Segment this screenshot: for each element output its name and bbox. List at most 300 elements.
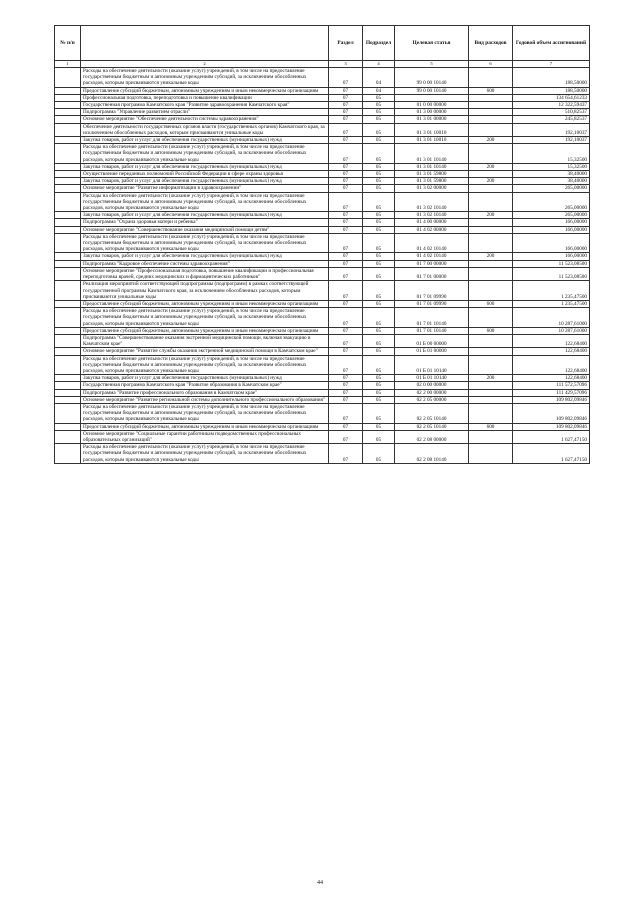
row-amount-cell: 12 322,59437 [513, 102, 590, 109]
row-razdel-cell: 07 [329, 178, 363, 185]
row-vid-cell: 200 [469, 253, 513, 260]
row-amount-cell: 38,40000 [513, 178, 590, 185]
row-name-cell: Основное мероприятие "Обеспечение деятельности системы здравоохранения" [81, 116, 329, 123]
table-row [55, 178, 590, 185]
row-vid-cell: 600 [469, 423, 513, 430]
row-target-cell: 02 2 00 00000 [395, 389, 469, 396]
table-row [55, 334, 590, 347]
row-amount-cell: 111 429,57096 [513, 389, 590, 396]
row-target-cell: 02 2 05 10140 [395, 423, 469, 430]
header-razdel: Раздел [329, 26, 363, 61]
row-vid-cell [469, 123, 513, 136]
row-num-cell [55, 375, 81, 382]
row-target-cell: 01 3 00 00000 [395, 109, 469, 116]
row-razdel-cell: 07 [329, 192, 363, 212]
row-podrazdel-cell: 05 [363, 423, 395, 430]
row-podrazdel-cell: 05 [363, 94, 395, 101]
row-podrazdel-cell: 05 [363, 219, 395, 226]
table-row [55, 375, 590, 382]
row-razdel-cell: 07 [329, 163, 363, 170]
row-num-cell [55, 300, 81, 307]
row-num-cell [55, 267, 81, 280]
column-number: 4 [363, 61, 395, 68]
row-vid-cell [469, 68, 513, 88]
row-vid-cell [469, 260, 513, 267]
row-razdel-cell: 07 [329, 423, 363, 430]
row-target-cell: 01 7 01 00000 [395, 267, 469, 280]
row-razdel-cell: 07 [329, 334, 363, 347]
row-target-cell: 02 2 05 00000 [395, 396, 469, 403]
row-num-cell [55, 226, 81, 233]
table-row [55, 94, 590, 101]
row-podrazdel-cell: 05 [363, 281, 395, 301]
row-vid-cell [469, 281, 513, 301]
row-amount-cell: 188,50000 [513, 68, 590, 88]
table-row [55, 403, 590, 423]
row-num-cell [55, 308, 81, 328]
row-name-cell: Предоставление субсидий бюджетным, автономным учреждениям и иным некоммерческим организациям [81, 300, 329, 307]
page-number: 44 [317, 880, 323, 886]
row-amount-cell: 15,32500 [513, 144, 590, 164]
row-razdel-cell: 07 [329, 444, 363, 464]
row-target-cell: 01 3 01 10140 [395, 163, 469, 170]
row-razdel-cell: 07 [329, 226, 363, 233]
row-name-cell: Расходы на обеспечение деятельности (оказание услуг) учреждений, в том числе на предоставление государственным бюджетным и автономным учреждениям субсидий, за исключением обособленных расходов, которым присваиваются уникальные коды [81, 144, 329, 164]
row-num-cell [55, 389, 81, 396]
row-razdel-cell: 07 [329, 109, 363, 116]
row-razdel-cell: 07 [329, 185, 363, 192]
row-amount-cell: 510,82537 [513, 109, 590, 116]
table-row [55, 281, 590, 301]
row-num-cell [55, 423, 81, 430]
row-num-cell [55, 260, 81, 267]
row-vid-cell: 200 [469, 163, 513, 170]
row-vid-cell [469, 444, 513, 464]
row-razdel-cell: 07 [329, 267, 363, 280]
table-row [55, 87, 590, 94]
row-razdel-cell: 07 [329, 308, 363, 328]
row-vid-cell [469, 233, 513, 253]
row-amount-cell: 192,10037 [513, 137, 590, 144]
row-razdel-cell: 07 [329, 430, 363, 443]
row-vid-cell [469, 403, 513, 423]
table-row [55, 226, 590, 233]
row-num-cell [55, 219, 81, 226]
row-num-cell [55, 116, 81, 123]
row-podrazdel-cell: 05 [363, 403, 395, 423]
table-row [55, 430, 590, 443]
row-name-cell: Расходы на обеспечение деятельности (оказание услуг) учреждений, в том числе на предоставление государственным бюджетным и автономным учреждениям субсидий, за исключением обособленных расходов, которым присваиваются уникальные коды [81, 192, 329, 212]
header-vid: Вид расходов [469, 26, 513, 61]
row-target-cell: 01 Б 01 00000 [395, 348, 469, 355]
row-target-cell: 01 3 02 00000 [395, 185, 469, 192]
row-name-cell: Расходы на обеспечение деятельности (оказание услуг) учреждений, в том числе на предоставление государственным бюджетным и автономным учреждениям субсидий, за исключением обособленных расходов, которым присваиваются уникальные коды [81, 308, 329, 328]
row-vid-cell [469, 109, 513, 116]
row-podrazdel-cell: 05 [363, 163, 395, 170]
row-amount-cell: 1 627,47150 [513, 430, 590, 443]
row-podrazdel-cell: 05 [363, 144, 395, 164]
row-razdel-cell: 07 [329, 253, 363, 260]
row-vid-cell [469, 192, 513, 212]
row-vid-cell [469, 171, 513, 178]
row-num-cell [55, 94, 81, 101]
row-target-cell: 01 3 01 59800 [395, 171, 469, 178]
row-target-cell: 01 Б 01 10140 [395, 355, 469, 375]
row-amount-cell: 166,00000 [513, 226, 590, 233]
header-num: № п/п [55, 26, 81, 61]
row-podrazdel-cell: 05 [363, 389, 395, 396]
row-podrazdel-cell: 05 [363, 226, 395, 233]
row-num-cell [55, 137, 81, 144]
row-razdel-cell: 07 [329, 123, 363, 136]
row-name-cell: Основное мероприятие "Профессиональная подготовка, повышение квалификации и профессиональная переподготовка врачей, средних медицинских и фармацевтических работников" [81, 267, 329, 280]
row-target-cell: 01 3 01 10140 [395, 144, 469, 164]
row-amount-cell: 11 523,08500 [513, 260, 590, 267]
row-razdel-cell: 07 [329, 382, 363, 389]
row-vid-cell [469, 389, 513, 396]
column-number: 2 [81, 61, 329, 68]
budget-table [54, 25, 590, 464]
row-name-cell: Государственная программа Камчатского края "Развитие образования в Камчатском крае" [81, 382, 329, 389]
row-podrazdel-cell: 04 [363, 87, 395, 94]
table-row [55, 144, 590, 164]
column-number: 1 [55, 61, 81, 68]
row-amount-cell: 109 802,09846 [513, 403, 590, 423]
row-name-cell: Закупка товаров, работ и услуг для обеспечения государственных (муниципальных) нужд [81, 163, 329, 170]
column-number-row [55, 61, 590, 68]
row-vid-cell: 600 [469, 327, 513, 334]
row-amount-cell: 10 287,61000 [513, 327, 590, 334]
row-amount-cell: 38,40000 [513, 171, 590, 178]
row-name-cell: Профессиональная подготовка, переподготовка и повышение квалификации [81, 94, 329, 101]
row-amount-cell: 1 627,47150 [513, 444, 590, 464]
row-amount-cell: 265,00000 [513, 192, 590, 212]
row-vid-cell: 200 [469, 137, 513, 144]
row-num-cell [55, 444, 81, 464]
row-name-cell: Закупка товаров, работ и услуг для обеспечения государственных (муниципальных) нужд [81, 212, 329, 219]
row-target-cell: 01 4 02 10140 [395, 233, 469, 253]
row-razdel-cell: 07 [329, 348, 363, 355]
row-razdel-cell: 07 [329, 102, 363, 109]
table-row [55, 109, 590, 116]
table-row [55, 233, 590, 253]
row-vid-cell [469, 308, 513, 328]
table-row [55, 423, 590, 430]
row-name-cell: Предоставление субсидий бюджетным, автономным учреждениям и иным некоммерческим организациям [81, 327, 329, 334]
row-target-cell: 01 4 02 00000 [395, 226, 469, 233]
row-num-cell [55, 334, 81, 347]
table-row [55, 171, 590, 178]
row-target-cell: 01 7 00 00000 [395, 260, 469, 267]
row-num-cell [55, 102, 81, 109]
row-name-cell: Государственная программа Камчатского края "Развитие здравоохранения Камчатского края" [81, 102, 329, 109]
row-target-cell: 01 Б 00 00000 [395, 334, 469, 347]
row-amount-cell: 122,68400 [513, 355, 590, 375]
table-row [55, 68, 590, 88]
row-name-cell: Основное мероприятие "Развитие информатизации в здравоохранении" [81, 185, 329, 192]
row-vid-cell [469, 219, 513, 226]
row-name-cell: Расходы на обеспечение деятельности (оказание услуг) учреждений, в том числе на предоставление государственным бюджетным и автономным учреждениям субсидий, за исключением обособленных расходов, которым присваиваются уникальные коды [81, 68, 329, 88]
row-vid-cell [469, 267, 513, 280]
row-name-cell: Предоставление субсидий бюджетным, автономным учреждениям и иным некоммерческим организациям [81, 87, 329, 94]
row-vid-cell: 200 [469, 178, 513, 185]
row-num-cell [55, 253, 81, 260]
row-razdel-cell: 07 [329, 94, 363, 101]
row-target-cell: 01 4 00 00000 [395, 219, 469, 226]
row-razdel-cell: 07 [329, 233, 363, 253]
column-number: 7 [513, 61, 590, 68]
row-razdel-cell: 07 [329, 281, 363, 301]
row-podrazdel-cell: 05 [363, 348, 395, 355]
row-target-cell [395, 94, 469, 101]
column-number: 3 [329, 61, 363, 68]
row-name-cell: Основное мероприятие "Совершенствование оказания медицинской помощи детям" [81, 226, 329, 233]
row-target-cell: 01 0 00 00000 [395, 102, 469, 109]
row-podrazdel-cell: 05 [363, 375, 395, 382]
row-amount-cell: 15,32500 [513, 163, 590, 170]
table-row [55, 389, 590, 396]
row-target-cell: 02 2 08 00000 [395, 430, 469, 443]
header-amount: Годовой объем ассигнований [513, 26, 590, 61]
row-podrazdel-cell: 05 [363, 192, 395, 212]
row-razdel-cell: 07 [329, 137, 363, 144]
row-target-cell: 01 7 01 09990 [395, 281, 469, 301]
row-target-cell: 01 3 01 10010 [395, 137, 469, 144]
table-row [55, 355, 590, 375]
table-row [55, 212, 590, 219]
row-amount-cell: 166,00000 [513, 253, 590, 260]
table-row [55, 348, 590, 355]
row-podrazdel-cell: 04 [363, 68, 395, 88]
row-name-cell: Закупка товаров, работ и услуг для обеспечения государственных (муниципальных) нужд [81, 375, 329, 382]
row-name-cell: Подпрограмма "Совершенствование оказания экстренной медицинской помощи, включая эвакуацию в Камчатском крае" [81, 334, 329, 347]
table-row [55, 219, 590, 226]
row-num-cell [55, 233, 81, 253]
row-podrazdel-cell: 05 [363, 185, 395, 192]
row-num-cell [55, 144, 81, 164]
table-row [55, 300, 590, 307]
header-name [81, 26, 329, 61]
row-amount-cell: 109 802,09846 [513, 396, 590, 403]
row-razdel-cell: 07 [329, 171, 363, 178]
row-amount-cell: 134 654,61233 [513, 94, 590, 101]
row-num-cell [55, 382, 81, 389]
row-target-cell: 02 2 08 10140 [395, 444, 469, 464]
row-name-cell: Закупка товаров, работ и услуг для обеспечения государственных (муниципальных) нужд [81, 253, 329, 260]
row-vid-cell [469, 185, 513, 192]
table-row [55, 192, 590, 212]
row-amount-cell: 111 572,57096 [513, 382, 590, 389]
row-amount-cell: 1 235,47500 [513, 281, 590, 301]
row-podrazdel-cell: 05 [363, 123, 395, 136]
row-amount-cell: 188,50000 [513, 87, 590, 94]
row-vid-cell [469, 94, 513, 101]
row-name-cell: Закупка товаров, работ и услуг для обеспечения государственных (муниципальных) нужд [81, 137, 329, 144]
row-num-cell [55, 109, 81, 116]
row-vid-cell [469, 116, 513, 123]
table-body [55, 68, 590, 464]
row-num-cell [55, 348, 81, 355]
row-name-cell: Основное мероприятие "Социальные гарантии работникам подведомственных профессиональных образовательных организаций" [81, 430, 329, 443]
row-name-cell: Подпрограмма "Кадровое обеспечение системы здравоохранения" [81, 260, 329, 267]
row-podrazdel-cell: 05 [363, 430, 395, 443]
budget-table-sheet [54, 25, 589, 464]
row-podrazdel-cell: 05 [363, 116, 395, 123]
header-podrazdel: Подраздел [363, 26, 395, 61]
row-name-cell: Предоставление субсидий бюджетным, автономным учреждениям и иным некоммерческим организациям [81, 423, 329, 430]
row-target-cell: 01 3 02 10140 [395, 212, 469, 219]
row-target-cell: 02 2 05 10140 [395, 403, 469, 423]
row-name-cell: Расходы на обеспечение деятельности (оказание услуг) учреждений, в том числе на предоставление государственным бюджетным и автономным учреждениям субсидий, за исключением обособленных расходов, которым присваиваются уникальные коды [81, 444, 329, 464]
row-name-cell: Расходы на обеспечение деятельности (оказание услуг) учреждений, в том числе на предоставление государственным бюджетным и автономным учреждениям субсидий, за исключением обособленных расходов, которым присваиваются уникальные коды [81, 403, 329, 423]
table-row [55, 308, 590, 328]
row-podrazdel-cell: 05 [363, 300, 395, 307]
table-row [55, 382, 590, 389]
row-name-cell: Расходы на обеспечение деятельности (оказание услуг) учреждений, в том числе на предоставление государственным бюджетным и автономным учреждениям субсидий, за исключением обособленных расходов, которым присваиваются уникальные коды [81, 355, 329, 375]
row-target-cell: 01 7 01 10140 [395, 327, 469, 334]
row-vid-cell [469, 355, 513, 375]
row-podrazdel-cell: 05 [363, 334, 395, 347]
row-podrazdel-cell: 05 [363, 253, 395, 260]
row-podrazdel-cell: 05 [363, 212, 395, 219]
row-razdel-cell: 07 [329, 212, 363, 219]
table-row [55, 396, 590, 403]
row-podrazdel-cell: 05 [363, 260, 395, 267]
row-podrazdel-cell: 05 [363, 382, 395, 389]
row-amount-cell: 122,68400 [513, 348, 590, 355]
row-name-cell: Основное мероприятие "Развитие службы оказания экстренной медицинской помощи в Камчатском крае" [81, 348, 329, 355]
row-razdel-cell: 07 [329, 403, 363, 423]
row-target-cell: 01 4 02 10140 [395, 253, 469, 260]
row-razdel-cell: 07 [329, 68, 363, 88]
row-razdel-cell: 07 [329, 396, 363, 403]
row-vid-cell: 200 [469, 375, 513, 382]
row-target-cell: 01 3 01 00000 [395, 116, 469, 123]
row-num-cell [55, 163, 81, 170]
row-razdel-cell: 07 [329, 300, 363, 307]
row-num-cell [55, 171, 81, 178]
table-row [55, 163, 590, 170]
row-num-cell [55, 281, 81, 301]
row-target-cell: 01 3 02 10140 [395, 192, 469, 212]
row-num-cell [55, 192, 81, 212]
row-target-cell: 99 0 00 10140 [395, 68, 469, 88]
row-vid-cell [469, 102, 513, 109]
row-target-cell: 01 7 01 09990 [395, 300, 469, 307]
row-amount-cell: 192,10037 [513, 123, 590, 136]
row-num-cell [55, 212, 81, 219]
row-name-cell: Расходы на обеспечение деятельности (оказание услуг) учреждений, в том числе на предоставление государственным бюджетным и автономным учреждениям субсидий, за исключением обособленных расходов, которым присваиваются уникальные коды [81, 233, 329, 253]
row-amount-cell: 166,00000 [513, 219, 590, 226]
row-podrazdel-cell: 05 [363, 396, 395, 403]
row-num-cell [55, 403, 81, 423]
table-header-row [55, 26, 590, 61]
header-target: Целевая статья [395, 26, 469, 61]
row-num-cell [55, 396, 81, 403]
row-amount-cell: 265,00000 [513, 185, 590, 192]
row-razdel-cell: 07 [329, 355, 363, 375]
row-vid-cell: 200 [469, 212, 513, 219]
row-podrazdel-cell: 05 [363, 308, 395, 328]
row-name-cell: Подпрограмма "Управление развитием отрасли" [81, 109, 329, 116]
column-number: 6 [469, 61, 513, 68]
row-podrazdel-cell: 05 [363, 267, 395, 280]
row-target-cell: 01 3 01 59800 [395, 178, 469, 185]
row-amount-cell: 10 287,61000 [513, 308, 590, 328]
row-podrazdel-cell: 05 [363, 137, 395, 144]
row-vid-cell [469, 226, 513, 233]
row-amount-cell: 1 235,47500 [513, 300, 590, 307]
row-amount-cell: 245,82537 [513, 116, 590, 123]
row-vid-cell: 600 [469, 87, 513, 94]
row-name-cell: Подпрограмма "Развитие профессионального образования в Камчатском крае" [81, 389, 329, 396]
table-row [55, 123, 590, 136]
row-razdel-cell: 07 [329, 389, 363, 396]
row-num-cell [55, 68, 81, 88]
row-vid-cell [469, 430, 513, 443]
row-vid-cell [469, 144, 513, 164]
row-razdel-cell: 07 [329, 375, 363, 382]
row-name-cell: Обеспечение деятельности государственных органов власти (государственных органов) Камчатского края, за исключением обособленных расходов, которым присваиваются уникальные коды [81, 123, 329, 136]
table-row [55, 185, 590, 192]
row-razdel-cell: 07 [329, 219, 363, 226]
row-num-cell [55, 178, 81, 185]
row-name-cell: Основное мероприятие "Развитие региональной системы дополнительного профессионального образования" [81, 396, 329, 403]
row-num-cell [55, 87, 81, 94]
table-row [55, 327, 590, 334]
row-amount-cell: 122,68400 [513, 375, 590, 382]
row-target-cell: 01 3 01 10010 [395, 123, 469, 136]
row-podrazdel-cell: 05 [363, 109, 395, 116]
row-num-cell [55, 185, 81, 192]
table-row [55, 260, 590, 267]
row-target-cell: 02 0 00 00000 [395, 382, 469, 389]
row-target-cell: 01 Б 01 10140 [395, 375, 469, 382]
row-razdel-cell: 07 [329, 327, 363, 334]
row-amount-cell: 11 523,08500 [513, 267, 590, 280]
row-vid-cell [469, 396, 513, 403]
row-name-cell: Осуществление переданных полномочий Российской Федерации в сфере охраны здоровья [81, 171, 329, 178]
row-num-cell [55, 327, 81, 334]
row-amount-cell: 109 802,09846 [513, 423, 590, 430]
table-row [55, 253, 590, 260]
row-razdel-cell: 07 [329, 87, 363, 94]
row-podrazdel-cell: 05 [363, 355, 395, 375]
row-target-cell: 99 0 00 10140 [395, 87, 469, 94]
table-row [55, 267, 590, 280]
row-podrazdel-cell: 05 [363, 171, 395, 178]
row-amount-cell: 265,00000 [513, 212, 590, 219]
row-amount-cell: 122,68400 [513, 334, 590, 347]
row-vid-cell [469, 348, 513, 355]
row-vid-cell [469, 382, 513, 389]
row-razdel-cell: 07 [329, 116, 363, 123]
row-podrazdel-cell: 05 [363, 102, 395, 109]
row-name-cell: Подпрограмма "Охрана здоровья матери и ребенка" [81, 219, 329, 226]
row-num-cell [55, 430, 81, 443]
row-amount-cell: 166,00000 [513, 233, 590, 253]
table-row [55, 116, 590, 123]
row-razdel-cell: 07 [329, 260, 363, 267]
column-number: 5 [395, 61, 469, 68]
row-podrazdel-cell: 05 [363, 178, 395, 185]
row-podrazdel-cell: 05 [363, 233, 395, 253]
row-num-cell [55, 355, 81, 375]
row-podrazdel-cell: 05 [363, 327, 395, 334]
row-podrazdel-cell: 05 [363, 444, 395, 464]
table-row [55, 137, 590, 144]
row-num-cell [55, 123, 81, 136]
